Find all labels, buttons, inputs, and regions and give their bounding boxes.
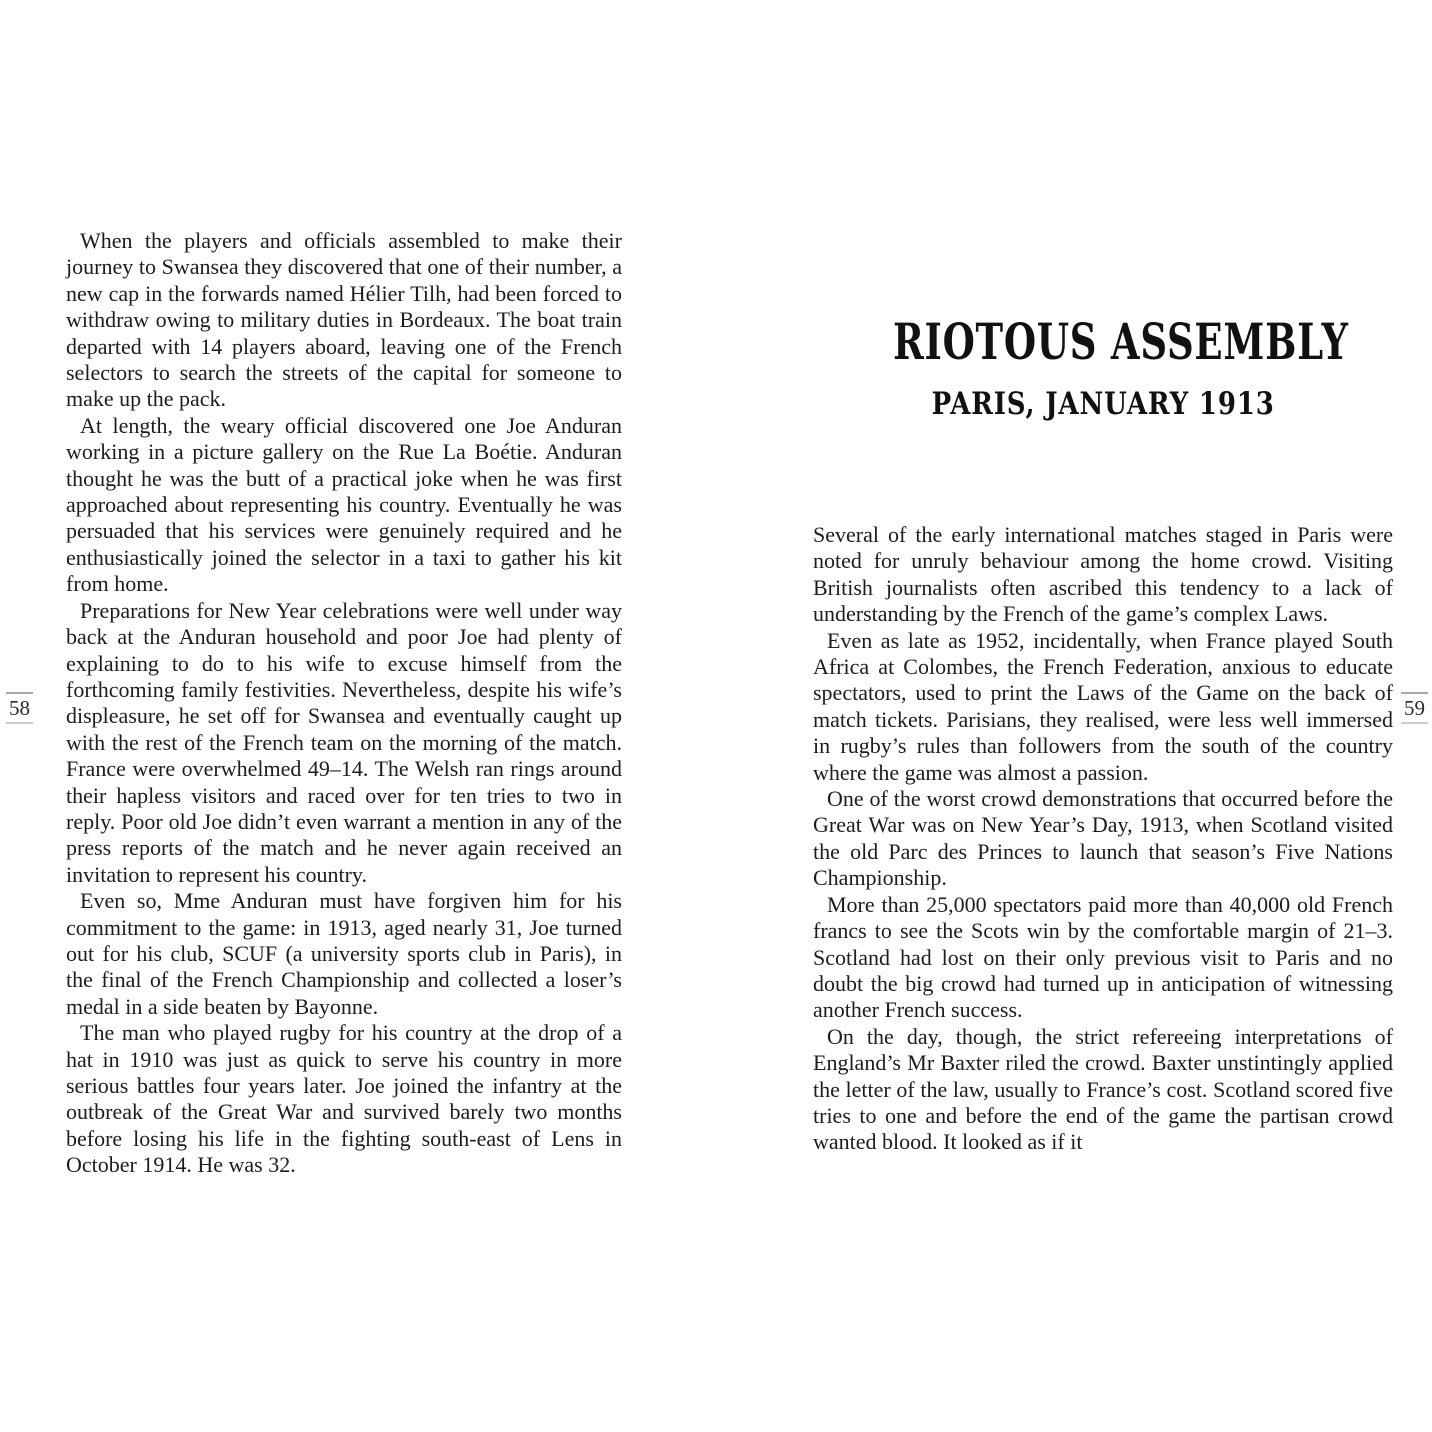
paragraph: More than 25,000 spectators paid more than 40,000 old French francs to see the Scots win by the comfortable margin of 21–3. Scotland had lost on their only previous visit to Paris and no doubt the big crowd had turned up in anticipation of witnessing another French success. (813, 891, 1393, 1023)
chapter-subtitle (813, 388, 1393, 421)
paragraph: Several of the early international matches staged in Paris were noted for unruly behaviour among the home crowd. Visiting British journalists often ascribed this tendency to a lack of understanding by the French of the game’s complex Laws. (813, 522, 1393, 627)
chapter-title-text: RIOTOUS ASSEMBLY (893, 312, 1349, 371)
right-page-text-column (813, 522, 1393, 1156)
paragraph: One of the worst crowd demonstrations that occurred before the Great War was on New Year’s Day, 1913, when Scotland visited the old Parc des Princes to launch that season’s Five Nations Championship. (813, 786, 1393, 891)
paragraph: On the day, though, the strict refereeing interpretations of England’s Mr Baxter riled the crowd. Baxter unstintingly applied the letter of the law, usually to France’s cost. Scotland scored five tries to one and before the end of the game the partisan crowd wanted blood. It looked as if it (813, 1023, 1393, 1155)
paragraph: At length, the weary official discovered one Joe Anduran working in a picture gallery on the Rue La Boétie. Anduran thought he was the butt of a practical joke when he was first approached about representing his country. Eventually he was persuaded that his services were genuinely required and he enthusiastically joined the selector in a taxi to gather his kit from home. (66, 412, 622, 597)
paragraph: Preparations for New Year celebrations were well under way back at the Anduran household and poor Joe had plenty of explaining to do to his wife to excuse himself from the forthcoming family festivities. Nevertheless, despite his wife’s displeasure, he set off for Swansea and eventually caught up with the rest of the French team on the morning of the match. France were overwhelmed 49–14. The Welsh ran rings around their hapless visitors and raced over for ten tries to two in reply. Poor old Joe didn’t even warrant a mention in any of the press reports of the match and he never again received an invitation to represent his country. (66, 597, 622, 887)
chapter-subtitle-text: PARIS, JANUARY 1913 (931, 386, 1275, 422)
paragraph: The man who played rugby for his country at the drop of a hat in 1910 was just as quick to serve his country in more serious battles four years later. Joe joined the infantry at the outbreak of the Great War and survived barely two months before losing his life in the fighting south-east of Lens in October 1914. He was 32. (66, 1020, 622, 1178)
paragraph: Even so, Mme Anduran must have forgiven him for his commitment to the game: in 1913, aged nearly 31, Joe turned out for his club, SCUF (a university sports club in Paris), in the final of the French Championship and collected a loser’s medal in a side beaten by Bayonne. (66, 888, 622, 1019)
paragraph: When the players and officials assembled to make their journey to Swansea they discovered that one of their number, a new cap in the forwards named Hélier Tilh, had been forced to withdraw owing to military duties in Bordeaux. The boat train departed with 14 players aboard, leaving one of the French selectors to search the streets of the capital for someone to make up the pack. (66, 228, 622, 412)
page-number-left-value: 58 (6, 692, 33, 724)
page-number-right (1401, 692, 1428, 724)
left-page-text-column (66, 228, 622, 1179)
page-number-right-value: 59 (1401, 692, 1428, 724)
paragraph: Even as late as 1952, incidentally, when France played South Africa at Colombes, the French Federation, anxious to educate spectators, used to print the Laws of the Game on the back of match tickets. Parisians, they realised, were less well immersed in rugby’s rules than followers from the south of the country where the game was almost a passion. (813, 627, 1393, 785)
page-number-left (6, 692, 33, 724)
chapter-title (813, 312, 1393, 371)
